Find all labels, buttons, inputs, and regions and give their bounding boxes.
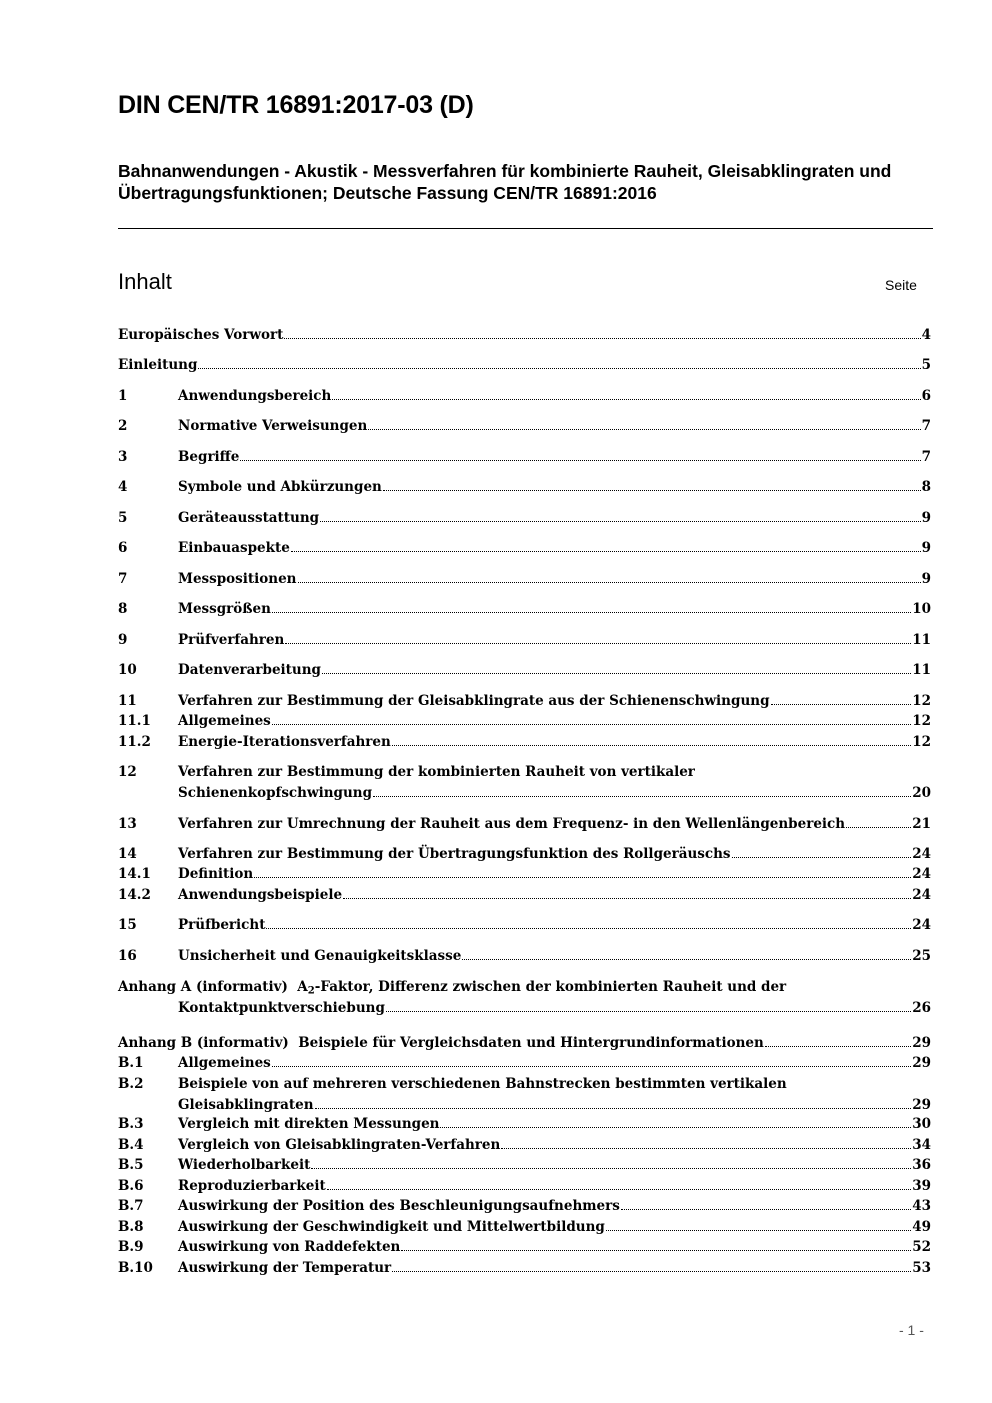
toc-entry-leader <box>732 846 912 858</box>
toc-entry-leader-row <box>178 1196 931 1217</box>
toc-entry[interactable] <box>118 1258 931 1279</box>
toc-entry-line <box>118 1053 931 1074</box>
toc-entry-leader <box>846 816 911 828</box>
toc-entry[interactable] <box>118 1033 931 1054</box>
toc-entry-line <box>118 1176 931 1197</box>
toc-entry-page: 11 <box>912 632 931 648</box>
toc-entry-leader-row <box>118 355 931 376</box>
toc-entry[interactable] <box>118 1053 931 1074</box>
toc-entry-title: Verfahren zur Bestimmung der Gleisabklingrate aus der Schienenschwingung <box>178 693 770 709</box>
toc-entry-line <box>118 1135 931 1156</box>
toc-entry-leader <box>440 1116 911 1128</box>
toc-entry-leader <box>392 734 911 746</box>
toc-entry[interactable] <box>118 1074 931 1115</box>
toc-entry-title: Allgemeines <box>178 1055 271 1071</box>
toc-entry-number: 3 <box>118 449 128 465</box>
page-number: - 1 - <box>899 1322 924 1338</box>
toc-entry-leader <box>272 713 911 725</box>
toc-entry-line <box>118 599 931 620</box>
toc-entry-leader-row <box>178 844 931 865</box>
toc-entry-leader-row <box>178 711 931 732</box>
toc-entry-title: Unsicherheit und Genauigkeitsklasse <box>178 948 462 964</box>
toc-entry-leader <box>771 693 912 705</box>
toc-entry-title: Einbauaspekte <box>178 540 290 556</box>
toc-entry-leader <box>462 948 911 960</box>
toc-entry-number: 10 <box>118 662 137 678</box>
toc-entry-leader <box>266 917 911 929</box>
toc-entry-line <box>118 844 931 865</box>
toc-entry-leader-row <box>178 998 931 1019</box>
toc-entry-line <box>118 630 931 651</box>
toc-entry-page: 6 <box>921 388 931 404</box>
toc-entry-title: Symbole und Abkürzungen <box>178 479 382 495</box>
toc-entry-leader <box>383 479 921 491</box>
toc-entry-page: 24 <box>912 846 931 862</box>
toc-entry-page: 53 <box>912 1260 931 1276</box>
toc-entry-number: 14.1 <box>118 866 151 882</box>
toc-entry-line <box>118 477 931 498</box>
toc-entry-number: B.7 <box>118 1198 144 1214</box>
toc-entry-page: 9 <box>921 571 931 587</box>
toc-entry-leader-row <box>178 1155 931 1176</box>
toc-entry[interactable] <box>118 1155 931 1176</box>
toc-entry-title: Datenverarbeitung <box>178 662 321 678</box>
toc-entry-leader-row <box>178 864 931 885</box>
toc-entry-line <box>118 386 931 407</box>
toc-entry-number: 11.2 <box>118 734 151 750</box>
toc-entry-line <box>118 325 931 346</box>
toc-entry-page: 11 <box>912 662 931 678</box>
toc-entry-page: 26 <box>912 999 931 1016</box>
toc-entry-second-line <box>118 1095 931 1116</box>
toc-entry-leader-row <box>178 1176 931 1197</box>
toc-entry-number: 2 <box>118 418 128 434</box>
toc-entry-second-line <box>118 998 931 1019</box>
toc-entry-line <box>118 569 931 590</box>
toc-entry-title: Europäisches Vorwort <box>118 327 284 343</box>
toc-entry-number: 15 <box>118 917 137 933</box>
toc-entry-line <box>118 1237 931 1258</box>
toc-entry-second-line <box>118 783 931 804</box>
toc-entry-leader-row <box>178 569 931 590</box>
toc-entry-line <box>118 1155 931 1176</box>
toc-entry-page: 10 <box>912 601 931 617</box>
toc-entry-number: 8 <box>118 601 128 617</box>
toc-entry-title: Kontaktpunktverschiebung <box>178 999 385 1016</box>
toc-entry-leader <box>765 1035 911 1047</box>
toc-entry-leader-row <box>178 1217 931 1238</box>
toc-entry-line <box>118 814 931 835</box>
toc-entry-number: B.2 <box>118 1076 144 1092</box>
toc-entry-leader <box>272 601 911 613</box>
toc-entry-page: 34 <box>912 1137 931 1153</box>
toc-entry-leader-row <box>178 1114 931 1135</box>
toc-entry[interactable] <box>118 711 931 732</box>
toc-entry-leader <box>606 1219 911 1231</box>
toc-entry-title: Anwendungsbereich <box>178 388 332 404</box>
toc-entry-title: Auswirkung der Geschwindigkeit und Mittelwertbildung <box>178 1219 605 1235</box>
toc-entry-page: 9 <box>921 540 931 556</box>
toc-entry-leader <box>373 784 911 796</box>
toc-entry-leader-row <box>178 599 931 620</box>
toc-entry-title: Messpositionen <box>178 571 297 587</box>
toc-entry-leader-row <box>178 447 931 468</box>
toc-entry-page: 20 <box>912 784 931 801</box>
toc-entry[interactable] <box>118 386 931 407</box>
toc-entry[interactable] <box>118 630 931 651</box>
toc-entry-leader <box>621 1198 911 1210</box>
toc-entry-page: 12 <box>912 713 931 729</box>
toc-entry-title: Einleitung <box>118 357 198 373</box>
toc-entry[interactable] <box>118 1135 931 1156</box>
toc-entry-line <box>118 1196 931 1217</box>
toc-entry-leader-row <box>178 783 931 804</box>
toc-entry-line <box>118 711 931 732</box>
toc-entry[interactable] <box>118 1196 931 1217</box>
toc-entry-number: B.6 <box>118 1178 144 1194</box>
toc-entry[interactable] <box>118 325 931 346</box>
toc-entry[interactable] <box>118 599 931 620</box>
toc-entry[interactable] <box>118 416 931 437</box>
toc-entry-leader-row <box>178 1258 931 1279</box>
toc-entry-line <box>118 508 931 529</box>
toc-entry-title-part: -Faktor, Differenz zwischen der kombinierten Rauheit und der <box>314 979 787 995</box>
toc-entry-title: Verfahren zur Bestimmung der Übertragungsfunktion des Rollgeräuschs <box>178 846 731 862</box>
toc-entry-line <box>118 1217 931 1238</box>
toc-entry[interactable] <box>118 538 931 559</box>
toc-entry-leader-row <box>178 386 931 407</box>
toc-entry-page: 24 <box>912 887 931 903</box>
toc-entry-number: 4 <box>118 479 128 495</box>
toc-entry-leader <box>327 1178 911 1190</box>
toc-entry-leader-row <box>178 1237 931 1258</box>
toc-entry-page: 12 <box>912 693 931 709</box>
toc-entry-leader-row <box>178 1053 931 1074</box>
toc-entry-leader <box>311 1157 911 1169</box>
toc-entry-leader <box>272 1055 911 1067</box>
toc-entry-title: Auswirkung von Raddefekten <box>178 1239 401 1255</box>
toc-entry[interactable] <box>118 977 931 1018</box>
toc-entry-page: 8 <box>921 479 931 495</box>
toc-entry-line <box>118 732 931 753</box>
toc-entry-title: Reproduzierbarkeit <box>178 1178 326 1194</box>
toc-entry[interactable] <box>118 691 931 712</box>
toc-entry-line <box>118 885 931 906</box>
toc-entry-leader <box>343 887 911 899</box>
toc-entry[interactable] <box>118 864 931 885</box>
toc-entry-page: 7 <box>921 449 931 465</box>
toc-entry-number: 5 <box>118 510 128 526</box>
toc-entry-line <box>118 660 931 681</box>
toc-entry[interactable] <box>118 508 931 529</box>
toc-entry-number: 1 <box>118 388 128 404</box>
toc-entry-leader-row <box>178 477 931 498</box>
toc-entry-leader-row <box>118 1033 931 1054</box>
toc-entry-leader <box>368 418 920 430</box>
toc-entry[interactable] <box>118 660 931 681</box>
toc-entry-leader <box>332 388 920 400</box>
toc-entry-title: Prüfbericht <box>178 917 266 933</box>
toc-entry-leader-row <box>178 691 931 712</box>
toc-entry-leader-row <box>178 1095 931 1116</box>
toc-entry-first-line <box>118 1074 931 1095</box>
toc-entry-page: 25 <box>912 948 931 964</box>
toc-entry-page: 52 <box>912 1239 931 1255</box>
toc-entry-page: 49 <box>912 1219 931 1235</box>
toc-entry-line <box>118 447 931 468</box>
toc-entry-number: 11.1 <box>118 713 151 729</box>
toc-entry-line <box>118 416 931 437</box>
toc-entry[interactable] <box>118 885 931 906</box>
toc-entry-number: 11 <box>118 693 137 709</box>
toc-entry-subscript: 2 <box>307 984 315 997</box>
toc-entry-leader-row <box>178 630 931 651</box>
toc-entry[interactable] <box>118 1237 931 1258</box>
toc-entry-page: 39 <box>912 1178 931 1194</box>
page-column-label: Seite <box>885 277 917 293</box>
toc-entry[interactable] <box>118 915 931 936</box>
toc-entry-page: 29 <box>912 1055 931 1071</box>
toc-entry-line <box>118 946 931 967</box>
toc-entry-page: 9 <box>921 510 931 526</box>
toc-entry-number: B.3 <box>118 1116 144 1132</box>
toc-entry-number: 7 <box>118 571 128 587</box>
toc-entry-page: 12 <box>912 734 931 750</box>
toc-entry-page: 30 <box>912 1116 931 1132</box>
toc-entry-leader-row <box>178 732 931 753</box>
toc-entry-leader <box>320 510 921 522</box>
toc-entry-title: Definition <box>178 866 254 882</box>
toc-entry[interactable] <box>118 569 931 590</box>
toc-entry-line <box>118 355 931 376</box>
toc-entry-line <box>118 1114 931 1135</box>
toc-entry-number: B.10 <box>118 1260 153 1276</box>
toc-entry-page: 43 <box>912 1198 931 1214</box>
toc-entry-leader <box>285 632 911 644</box>
toc-entry-leader <box>291 540 921 552</box>
toc-entry-leader-row <box>178 416 931 437</box>
toc-entry[interactable] <box>118 732 931 753</box>
toc-entry[interactable] <box>118 355 931 376</box>
document-subtitle: Bahnanwendungen - Akustik - Messverfahren für kombinierte Rauheit, Gleisabklingraten und Übertragungsfunktionen; Deutsche Fassung CEN/TR 16891:2016 <box>118 161 892 203</box>
toc-entry-leader <box>284 327 920 339</box>
toc-entry-title: Begriffe <box>178 449 240 465</box>
toc-entry-title: Geräteausstattung <box>178 510 320 526</box>
toc-entry[interactable] <box>118 1217 931 1238</box>
toc-entry[interactable] <box>118 1176 931 1197</box>
toc-entry-leader-row <box>178 538 931 559</box>
toc-entry[interactable] <box>118 1114 931 1135</box>
toc-entry-leader <box>386 999 911 1011</box>
toc-entry-first-line <box>118 762 931 783</box>
toc-entry-number: B.9 <box>118 1239 144 1255</box>
toc-entry-leader-row <box>178 946 931 967</box>
toc-entry-number: B.4 <box>118 1137 144 1153</box>
toc-entry-leader <box>392 1260 911 1272</box>
toc-entry-title: Vergleich von Gleisabklingraten-Verfahren <box>178 1137 501 1153</box>
toc-entry-number: 13 <box>118 816 137 832</box>
toc-entry-page: 24 <box>912 866 931 882</box>
toc-entry[interactable] <box>118 447 931 468</box>
toc-heading: Inhalt <box>118 269 172 294</box>
toc-entry-line <box>118 864 931 885</box>
toc-entry-title: Energie-Iterationsverfahren <box>178 734 391 750</box>
toc-entry-title-part: Anhang A (informativ) A <box>118 979 308 995</box>
toc-entry-leader <box>501 1137 911 1149</box>
toc-entry-title: Allgemeines <box>178 713 271 729</box>
toc-entry-title: Messgrößen <box>178 601 271 617</box>
toc-entry-leader <box>322 662 911 674</box>
toc-entry-page: 24 <box>912 917 931 933</box>
toc-entry-title: Auswirkung der Position des Beschleunigungsaufnehmers <box>178 1198 620 1214</box>
toc-entry[interactable] <box>118 844 931 865</box>
toc-entry-title: Schienenkopfschwingung <box>178 784 373 801</box>
toc-entry-page: 29 <box>912 1035 931 1051</box>
toc-entry-title: Wiederholbarkeit <box>178 1157 311 1173</box>
toc-entry-line <box>118 691 931 712</box>
toc-entry-page: 21 <box>912 816 931 832</box>
toc-entry-leader <box>240 449 920 461</box>
toc-entry[interactable] <box>118 477 931 498</box>
toc-entry-title: Verfahren zur Umrechnung der Rauheit aus dem Frequenz- in den Wellenlängenbereich <box>178 816 846 832</box>
toc-entry-title: Anwendungsbeispiele <box>178 887 343 903</box>
toc-entry-leader <box>198 357 920 369</box>
toc-entry-leader-row <box>178 660 931 681</box>
toc-entry-title: Auswirkung der Temperatur <box>178 1260 392 1276</box>
toc-entry-title: Vergleich mit direkten Messungen <box>178 1116 440 1132</box>
toc-entry-line <box>118 1258 931 1279</box>
toc-entry-line <box>118 915 931 936</box>
toc-entry-leader-row <box>178 508 931 529</box>
document-title: DIN CEN/TR 16891:2017-03 (D) <box>118 91 474 119</box>
toc-entry-number: 9 <box>118 632 128 648</box>
toc-entry-leader <box>298 571 921 583</box>
toc-entry[interactable] <box>118 762 931 803</box>
toc-entry-title: Normative Verweisungen <box>178 418 368 434</box>
toc-entry-page: 5 <box>921 357 931 373</box>
toc-entry-number: B.8 <box>118 1219 144 1235</box>
toc-entry-number: B.5 <box>118 1157 144 1173</box>
toc-entry[interactable] <box>118 946 931 967</box>
toc-entry-leader <box>401 1239 911 1251</box>
toc-entry-line <box>118 1033 931 1054</box>
toc-entry-page: 29 <box>912 1096 931 1113</box>
toc-entry-leader-row <box>178 814 931 835</box>
toc-entry-title: Anhang B (informativ) Beispiele für Vergleichsdaten und Hintergrundinformationen <box>118 1035 764 1051</box>
toc-entry-number: 14.2 <box>118 887 151 903</box>
toc-entry[interactable] <box>118 814 931 835</box>
toc-entry-leader <box>315 1096 912 1108</box>
toc-entry-number: 12 <box>118 764 137 780</box>
toc-entry-leader-row <box>178 1135 931 1156</box>
toc-entry-number: 16 <box>118 948 137 964</box>
toc-entry-first-line <box>118 977 931 998</box>
toc-entry-leader <box>254 866 911 878</box>
toc-entry-title-line1: Verfahren zur Bestimmung der kombinierten Rauheit von vertikaler <box>178 764 695 780</box>
toc-entry-title: Gleisabklingraten <box>178 1096 314 1113</box>
toc-entry-leader-row <box>118 325 931 346</box>
toc-entry-number: B.1 <box>118 1055 144 1071</box>
toc-entry-number: 14 <box>118 846 137 862</box>
toc-entry-page: 7 <box>921 418 931 434</box>
toc-entry-page: 4 <box>921 327 931 343</box>
toc-entry-leader-row <box>178 885 931 906</box>
toc-entry-number: 6 <box>118 540 128 556</box>
toc-entry-title-line1: Beispiele von auf mehreren verschiedenen Bahnstrecken bestimmten vertikalen <box>178 1076 787 1092</box>
toc-entry-page: 36 <box>912 1157 931 1173</box>
toc-entry-title: Prüfverfahren <box>178 632 285 648</box>
toc-entry-line <box>118 538 931 559</box>
toc-entry-leader-row <box>178 915 931 936</box>
